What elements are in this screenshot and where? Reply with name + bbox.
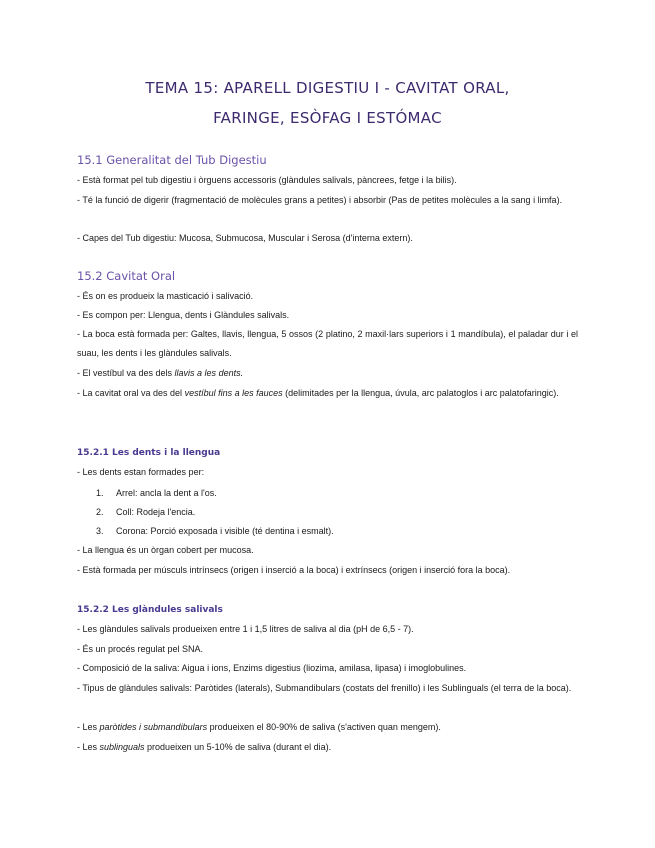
italic-text: llavis a les dents. bbox=[174, 368, 244, 378]
paragraph: - Capes del Tub digestiu: Mucosa, Submucosa, Muscular i Serosa (d'interna extern). bbox=[77, 233, 413, 243]
paragraph bbox=[77, 384, 578, 403]
subsection-heading-15-2-1: 15.2.1 Les dents i la llengua bbox=[77, 448, 221, 458]
text-run: produeixen el 80-90% de saliva (s'activen quan mengem). bbox=[207, 722, 441, 732]
paragraph: - Està format pel tub digestiu i òrguens accessoris (glàndules salivals, pàncrees, fetge i la bilis). bbox=[77, 175, 457, 185]
paragraph: - Composició de la saliva: Aigua i ions, Enzims digestius (liozima, amilasa, lipasa) i imoglobulines. bbox=[77, 663, 467, 673]
text-run: produeixen un 5-10% de saliva (durant el dia). bbox=[144, 742, 332, 752]
paragraph: - Les dents estan formades per: bbox=[77, 467, 205, 477]
paragraph bbox=[77, 718, 578, 737]
paragraph: - La llengua és un òrgan cobert per mucosa. bbox=[77, 545, 254, 555]
paragraph: - La boca està formada per: Galtes, llavis, llengua, 5 ossos (2 platino, 2 maxil·lars superiors i 1 mandíbula), el paladar dur i el suau, les dents i les glàndules salivals. bbox=[77, 329, 578, 358]
italic-text: paròtides i submandibulars bbox=[99, 722, 208, 732]
paragraph: - És on es produeix la masticació i salivació. bbox=[77, 291, 254, 301]
list-item: Corona: Porció exposada i visible (té dentina i esmalt). bbox=[116, 526, 334, 536]
subsection-heading-15-2-2: 15.2.2 Les glàndules salivals bbox=[77, 605, 223, 615]
text-run: - Les bbox=[77, 722, 100, 732]
list-item: Arrel: ancla la dent a l'os. bbox=[116, 488, 217, 498]
section-heading-15-2: 15.2 Cavitat Oral bbox=[77, 269, 176, 283]
list-item: Coll: Rodeja l'encia. bbox=[116, 507, 196, 517]
paragraph: - Té la funció de digerir (fragmentació de molècules grans a petites) i absorbir (Pas de petites molècules a la sang i limfa). bbox=[77, 195, 563, 205]
paragraph: - Es compon per: Llengua, dents i Glàndules salivals. bbox=[77, 310, 290, 320]
list-number: 3. bbox=[96, 526, 104, 536]
section-heading-15-1: 15.1 Generalitat del Tub Digestiu bbox=[77, 153, 267, 167]
text-run: (delimitades per la llengua, úvula, arc palatoglos i arc palatofaringic). bbox=[282, 388, 559, 398]
italic-text: sublinguals bbox=[99, 742, 145, 752]
list-number: 2. bbox=[96, 507, 104, 517]
document-title-line-1: TEMA 15: APARELL DIGESTIU I - CAVITAT ORAL, bbox=[145, 79, 510, 97]
paragraph: - Les glàndules salivals produeixen entre 1 i 1,5 litres de saliva al dia (pH de 6,5 - 7). bbox=[77, 624, 414, 634]
italic-text: vestíbul fins a les fauces bbox=[184, 388, 283, 398]
paragraph bbox=[77, 738, 578, 757]
paragraph: - És un procés regulat pel SNA. bbox=[77, 644, 204, 654]
list-number: 1. bbox=[96, 488, 104, 498]
paragraph bbox=[77, 364, 578, 383]
text-run: - Les bbox=[77, 742, 100, 752]
paragraph: - Tipus de glàndules salivals: Paròtides (laterals), Submandibulars (costats del frenillo) i les Sublinguals (el terra de la boca). bbox=[77, 683, 572, 693]
paragraph: - Està formada per músculs intrínsecs (origen i inserció a la boca) i extrínsecs (origen i inserció fora la boca). bbox=[77, 565, 511, 575]
text-run: - La cavitat oral va des del bbox=[77, 388, 185, 398]
document-title-line-2: FARINGE, ESÒFAG I ESTÓMAC bbox=[213, 109, 442, 127]
text-run: - El vestíbul va des dels bbox=[77, 368, 175, 378]
